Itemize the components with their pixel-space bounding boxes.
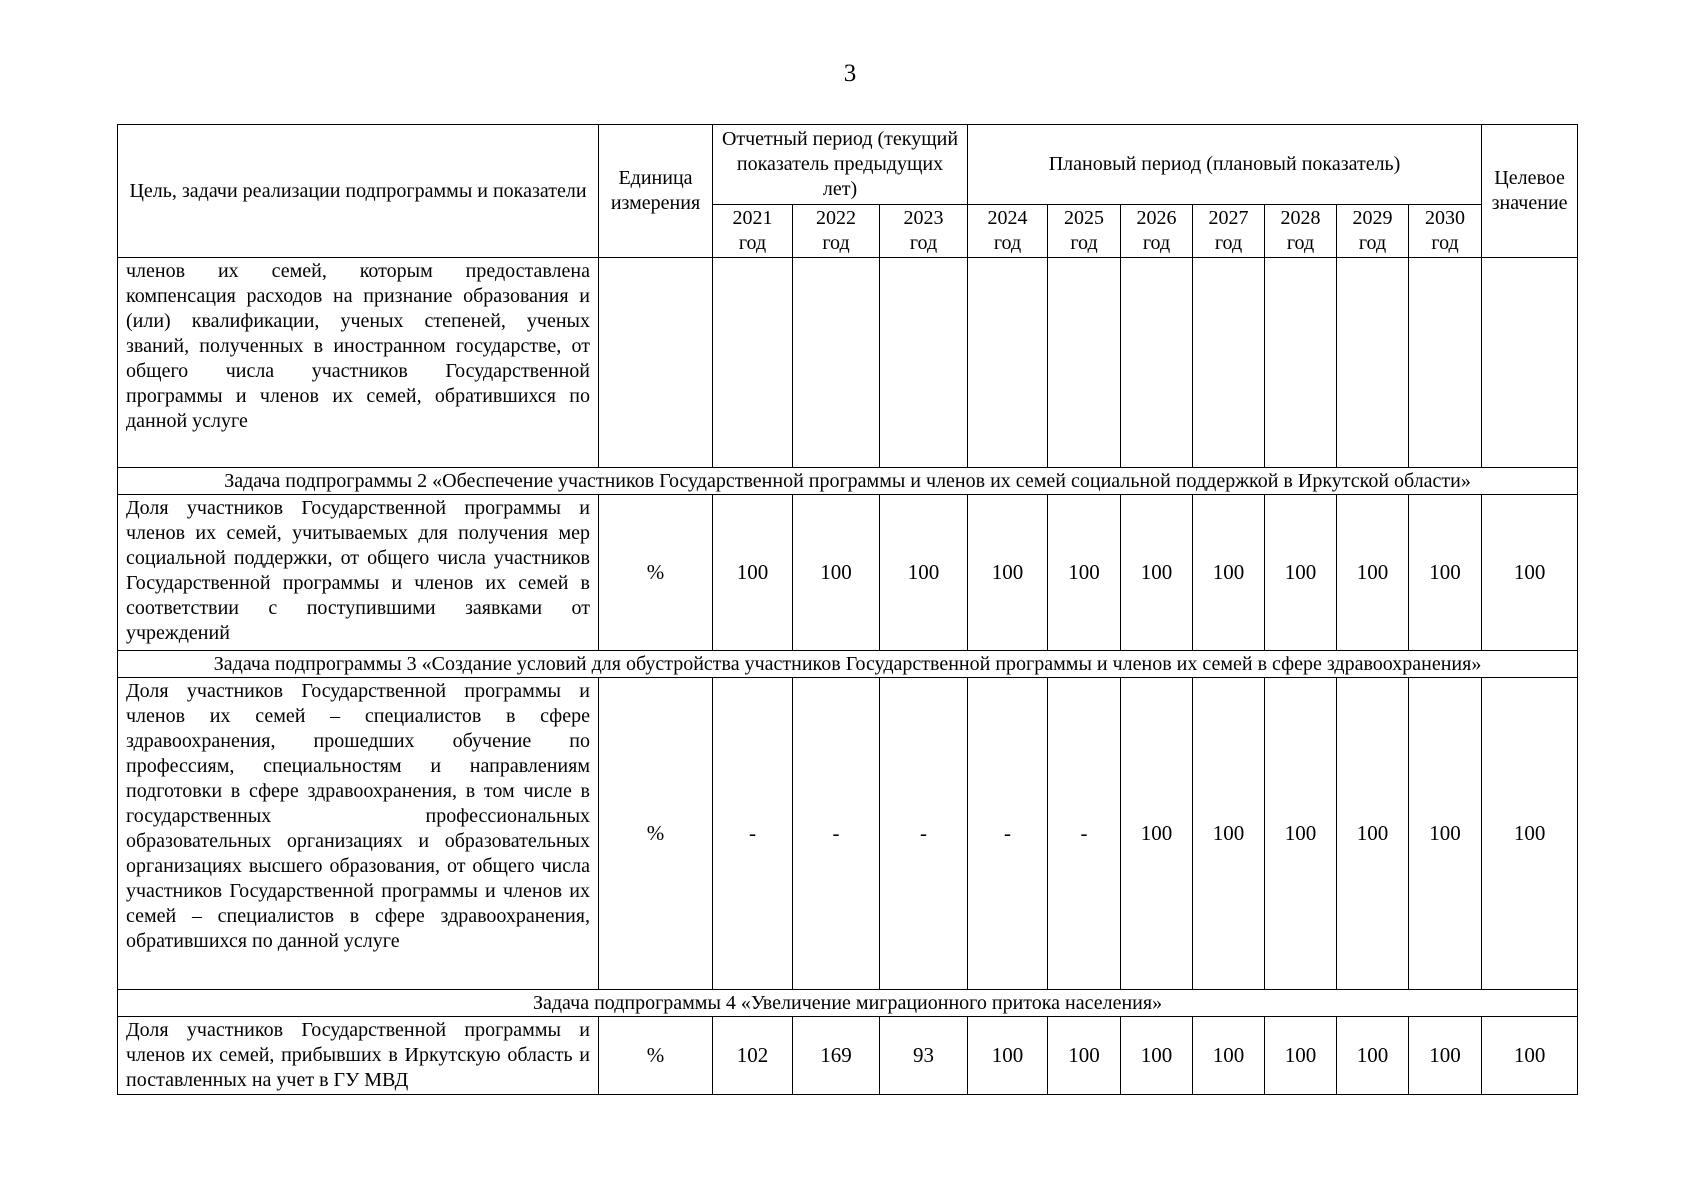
value-cell: 100 [1121, 495, 1193, 651]
value-cell: 100 [713, 495, 793, 651]
target-cell: 100 [1482, 1017, 1578, 1095]
indicator-unit: % [599, 495, 713, 651]
task-row [118, 990, 1578, 1017]
value-cell: 100 [1193, 1017, 1265, 1095]
value-cell: 100 [1265, 1017, 1337, 1095]
value-cell: 100 [1409, 1017, 1482, 1095]
value-cell: 100 [880, 495, 968, 651]
target-cell: 100 [1482, 495, 1578, 651]
indicator-text: Доля участников Государственной программы и членов их семей – специалистов в сфере здравоохранения, прошедших обучение по профессиям, специальностям и направлениям подготовки в сфере здравоохранения, в том числе в государственных профессиональных образовательных организациях и образовательных организациях высшего образования, от общего числа участников Государственной программы и членов их семей – специалистов в сфере здравоохранения, обратившихся по данной услуге [118, 678, 599, 990]
year-header: 2029 год [1337, 205, 1409, 258]
value-cell: 100 [1193, 678, 1265, 990]
value-cell: 100 [1409, 678, 1482, 990]
year-header: 2025 год [1048, 205, 1121, 258]
year-header: 2028 год [1265, 205, 1337, 258]
value-cell: 100 [1265, 678, 1337, 990]
value-cell: 100 [1409, 495, 1482, 651]
indicator-text: Доля участников Государственной программы и членов их семей, учитываемых для получения мер социальной поддержки, от общего числа участников Государственной программы и членов их семей в соответствии с поступившими заявками от учреждений [118, 495, 599, 651]
value-cell [1121, 258, 1193, 468]
value-cell: 100 [1048, 495, 1121, 651]
indicator-text: членов их семей, которым предоставлена компенсация расходов на признание образования и (или) квалификации, ученых степеней, ученых званий, полученных в иностранном государстве, от общего числа участников Государственной программы и членов их семей, обратившихся по данной услуге [118, 258, 599, 468]
value-cell: 100 [793, 495, 880, 651]
value-cell: 100 [1048, 1017, 1121, 1095]
year-header: 2026 год [1121, 205, 1193, 258]
value-cell: - [968, 678, 1048, 990]
value-cell: 100 [1265, 495, 1337, 651]
value-cell: 100 [968, 495, 1048, 651]
year-header: 2030 год [1409, 205, 1482, 258]
year-header: 2021 год [713, 205, 793, 258]
task-row [118, 468, 1578, 495]
year-header: 2024 год [968, 205, 1048, 258]
table-row [118, 1017, 1578, 1095]
header-report-period: Отчетный период (текущий показатель предыдущих лет) [713, 125, 968, 205]
year-header: 2027 год [1193, 205, 1265, 258]
table-row [118, 258, 1578, 468]
task-heading: Задача подпрограммы 3 «Создание условий для обустройства участников Государственной программы и членов их семей в сфере здравоохранения» [118, 651, 1578, 678]
year-header: 2023 год [880, 205, 968, 258]
table-row [118, 678, 1578, 990]
value-cell: 100 [1337, 1017, 1409, 1095]
value-cell: 100 [968, 1017, 1048, 1095]
value-cell [1337, 258, 1409, 468]
value-cell: - [880, 678, 968, 990]
value-cell [1265, 258, 1337, 468]
value-cell: 100 [1121, 1017, 1193, 1095]
value-cell: 93 [880, 1017, 968, 1095]
header-goal: Цель, задачи реализации подпрограммы и показатели [118, 125, 599, 258]
header-plan-period: Плановый период (плановый показатель) [968, 125, 1482, 205]
indicators-table [117, 124, 1578, 1095]
value-cell: 100 [1121, 678, 1193, 990]
value-cell: 100 [1337, 678, 1409, 990]
header-unit: Единица измерения [599, 125, 713, 258]
value-cell [793, 258, 880, 468]
table-header-row [118, 125, 1578, 205]
task-row [118, 651, 1578, 678]
target-cell [1482, 258, 1578, 468]
header-target: Целевое значение [1482, 125, 1578, 258]
target-cell: 100 [1482, 678, 1578, 990]
value-cell: 100 [1337, 495, 1409, 651]
value-cell [713, 258, 793, 468]
table-row [118, 495, 1578, 651]
indicator-unit: % [599, 678, 713, 990]
value-cell: 100 [1193, 495, 1265, 651]
value-cell: 169 [793, 1017, 880, 1095]
value-cell [968, 258, 1048, 468]
task-heading: Задача подпрограммы 2 «Обеспечение участников Государственной программы и членов их семей социальной поддержкой в Иркутской области» [118, 468, 1578, 495]
value-cell [880, 258, 968, 468]
indicator-unit [599, 258, 713, 468]
indicator-unit: % [599, 1017, 713, 1095]
task-heading: Задача подпрограммы 4 «Увеличение миграционного притока населения» [118, 990, 1578, 1017]
value-cell [1193, 258, 1265, 468]
year-header: 2022 год [793, 205, 880, 258]
value-cell: - [793, 678, 880, 990]
value-cell: - [713, 678, 793, 990]
indicator-text: Доля участников Государственной программы и членов их семей, прибывших в Иркутскую область и поставленных на учет в ГУ МВД [118, 1017, 599, 1095]
value-cell: - [1048, 678, 1121, 990]
value-cell [1048, 258, 1121, 468]
value-cell: 102 [713, 1017, 793, 1095]
page-number: 3 [843, 60, 857, 87]
value-cell [1409, 258, 1482, 468]
